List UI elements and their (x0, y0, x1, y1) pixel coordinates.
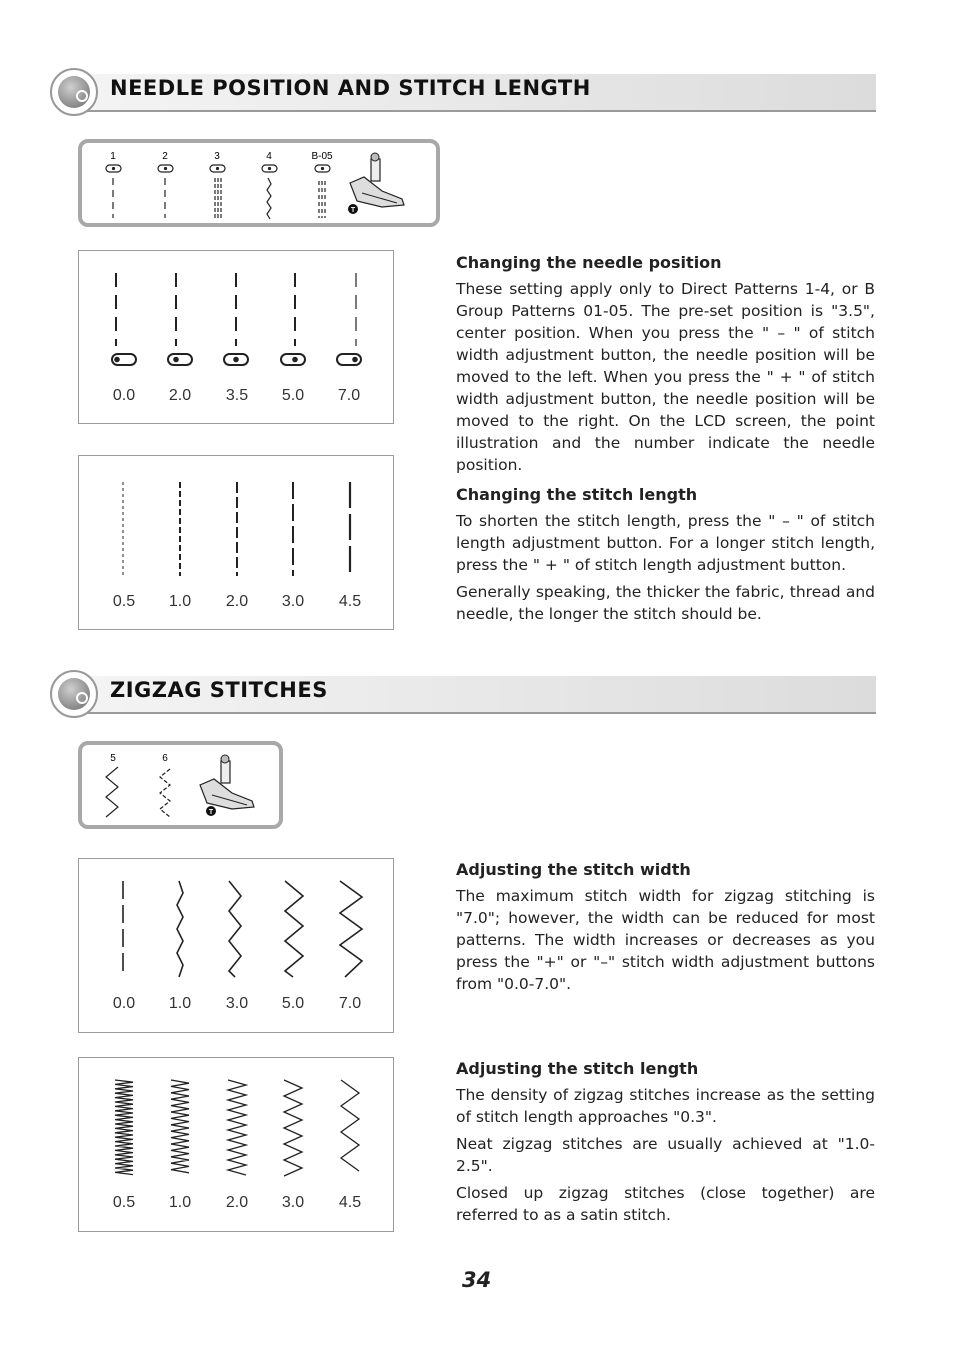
stitch-length-body: To shorten the stitch length, press the " – " of stitch length adjustment button. For a longer stitch length, press the " + " of stitch length adjustment button. (456, 512, 875, 574)
needle-position-body: These setting apply only to Direct Patterns 1-4, or B Group Patterns 01-05. The pre-set position is "3.5", center position. When you press the " – " of stitch width adjustment button, the needle position will be moved to the left. When you press the " + " of stitch width adjustment button, the needle position will be moved to the right. On the LCD screen, the point illustration and the number indicate the needle position. (456, 280, 875, 474)
presser-foot-icon (348, 153, 404, 214)
zigzag-width-text (456, 859, 875, 1000)
zigzag-width-label: 0.0 (112, 995, 136, 1012)
presser-foot-icon (200, 755, 254, 816)
zigzag-width-heading: Adjusting the stitch width (456, 860, 691, 879)
section-title: NEEDLE POSITION AND STITCH LENGTH (110, 76, 591, 100)
zigzag-length-body-2: Neat zigzag stitches are usually achieved at "1.0-2.5". (456, 1135, 875, 1175)
zigzag-width-body: The maximum stitch width for zigzag stitching is "7.0"; however, the width can be reduced for most patterns. The width increases or decreases as you press the "+" or "–" stitch width adjustment buttons from "0.0-7.0". (456, 887, 875, 993)
foot-label: T (350, 207, 356, 214)
zigzag-width-label: 1.0 (168, 995, 192, 1012)
section-header-needle-position (50, 70, 876, 114)
lcd-pattern-number: 4 (266, 151, 272, 162)
stitch-length-label: 0.5 (112, 593, 136, 610)
zigzag-length-label: 2.0 (225, 1194, 249, 1211)
stitch-length-figure (78, 455, 394, 630)
zigzag-length-text (456, 1058, 875, 1231)
zigzag-length-label: 1.0 (168, 1194, 192, 1211)
zigzag-length-label: 3.0 (281, 1194, 305, 1211)
foot-label: T (208, 809, 214, 816)
needle-position-label: 0.0 (112, 387, 136, 404)
zigzag-length-figure (78, 1057, 394, 1232)
zigzag-width-label: 7.0 (338, 995, 362, 1012)
stitch-length-label: 1.0 (168, 593, 192, 610)
lcd-pattern-number: 6 (162, 753, 168, 764)
lcd-pattern-number: 1 (110, 151, 116, 162)
page-number: 34 (462, 1268, 492, 1292)
section-header-zigzag (50, 672, 876, 716)
stitch-length-body-2: Generally speaking, the thicker the fabric, thread and needle, the longer the stitch should be. (456, 583, 875, 623)
stitch-length-label: 4.5 (338, 593, 362, 610)
zigzag-width-label: 5.0 (281, 995, 305, 1012)
stitch-length-heading: Changing the stitch length (456, 485, 698, 504)
lcd-pattern-number: 5 (110, 753, 116, 764)
lcd-pattern-display-2 (78, 741, 283, 829)
zigzag-width-label: 3.0 (225, 995, 249, 1012)
zigzag-length-label: 0.5 (112, 1194, 136, 1211)
needle-position-figure (78, 250, 394, 424)
zigzag-length-heading: Adjusting the stitch length (456, 1059, 699, 1078)
zigzag-width-figure (78, 858, 394, 1033)
needle-position-text (456, 252, 875, 630)
stitch-length-label: 2.0 (225, 593, 249, 610)
needle-position-label: 3.5 (225, 387, 249, 404)
zigzag-length-body-3: Closed up zigzag stitches (close together) are referred to as a satin stitch. (456, 1184, 875, 1224)
section-badge-icon (50, 68, 98, 116)
needle-position-heading: Changing the needle position (456, 253, 722, 272)
lcd-pattern-number: 3 (214, 151, 220, 162)
lcd-pattern-display-1 (78, 139, 440, 227)
zigzag-length-body: The density of zigzag stitches increase as the setting of stitch length approaches "0.3". (456, 1086, 875, 1126)
zigzag-length-label: 4.5 (338, 1194, 362, 1211)
needle-position-label: 2.0 (168, 387, 192, 404)
needle-position-label: 7.0 (337, 387, 361, 404)
section-title: ZIGZAG STITCHES (110, 678, 328, 702)
section-badge-icon (50, 670, 98, 718)
lcd-pattern-number: 2 (162, 151, 168, 162)
lcd-pattern-number: B-05 (311, 151, 333, 162)
stitch-length-label: 3.0 (281, 593, 305, 610)
needle-position-label: 5.0 (281, 387, 305, 404)
